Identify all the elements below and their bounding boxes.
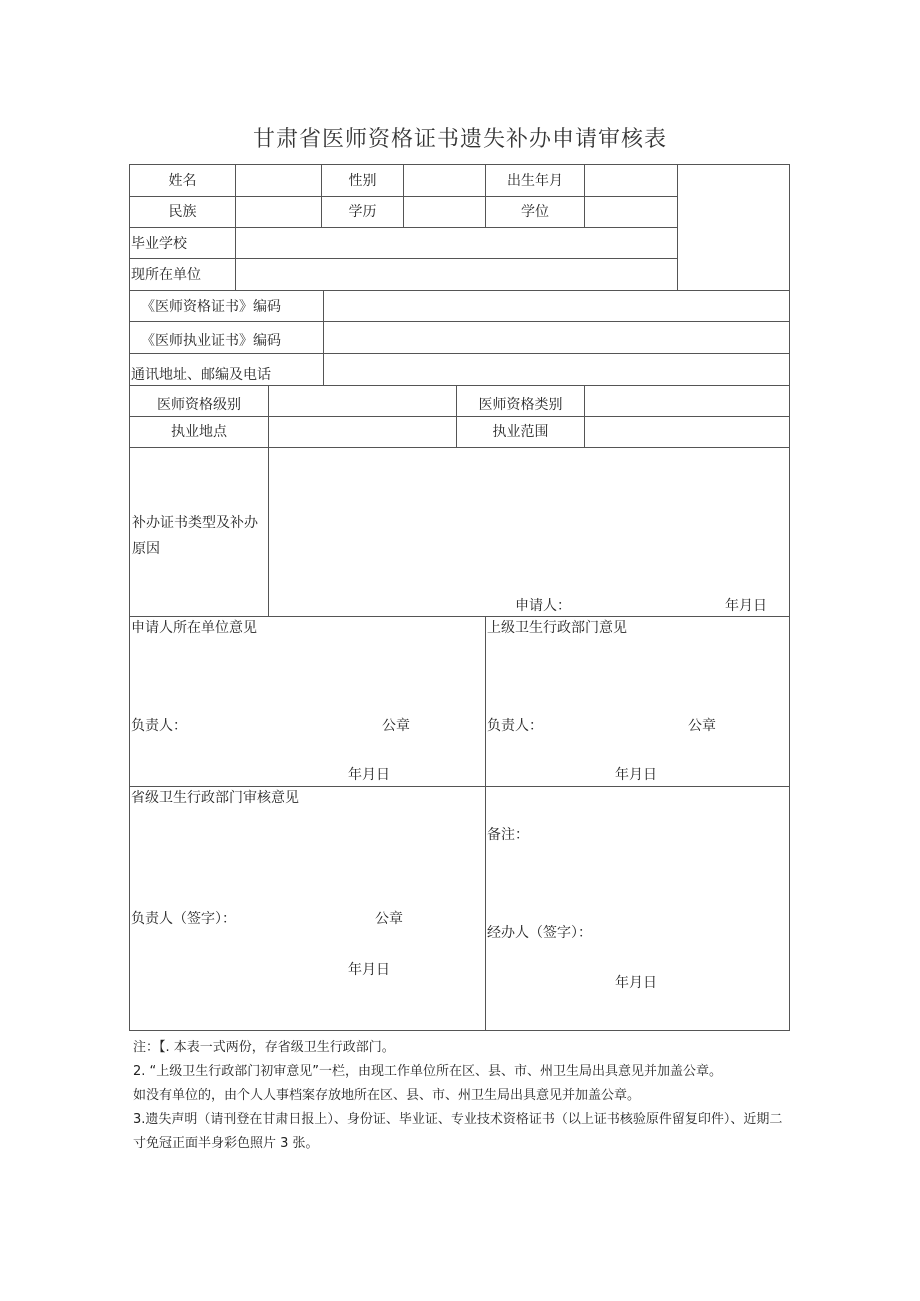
col-line: [268, 385, 269, 616]
superior-opinion-label: 上级卫生行政部门意见: [487, 620, 627, 636]
label-school: 毕业学校: [131, 236, 187, 252]
row-line: [129, 353, 790, 354]
label-workplace: 现所在单位: [131, 267, 201, 283]
col-line: [403, 164, 404, 227]
provincial-leader-sign-label: 负责人（签字）：: [131, 911, 236, 927]
applicant-date: 年月日: [725, 598, 767, 614]
label-prac-place: 执业地点: [171, 424, 227, 440]
superior-leader-label: 负责人：: [487, 718, 543, 734]
provincial-date: 年月日: [348, 962, 390, 978]
label-gender: 性别: [348, 173, 377, 189]
provincial-seal-label: 公章: [375, 911, 403, 927]
row-line: [129, 321, 790, 322]
row-line: [129, 447, 790, 448]
label-prac-scope: 执业范围: [492, 424, 549, 440]
applicant-label: 申请人：: [515, 598, 571, 614]
row-line: [129, 1030, 790, 1031]
row-line: [129, 258, 678, 259]
note-line-4: 3.遗失声明（请刊登在甘肃日报上）、身份证、毕业证、专业技术资格证书（以上证书核验原件留复印件）、近期二寸免冠正面半身彩色照片 3 张。: [133, 1112, 783, 1151]
col-line: [789, 164, 790, 1031]
label-degree: 学位: [521, 204, 549, 220]
row-line: [129, 164, 790, 165]
superior-date: 年月日: [615, 767, 657, 783]
handler-sign-label: 经办人（签字）：: [487, 925, 592, 941]
note-line-2: 2. “上级卫生行政部门初审意见”一栏，由现工作单位所在区、县、市、州卫生局出具意见并加盖公章。: [133, 1064, 723, 1079]
note-line-3: 如没有单位的，由个人人事档案存放地所在区、县、市、州卫生局出具意见并加盖公章。: [133, 1088, 641, 1103]
label-contact: 通讯地址、邮编及电话: [131, 367, 271, 383]
superior-seal-label: 公章: [688, 718, 716, 734]
unit-leader-label: 负责人：: [131, 718, 187, 734]
provincial-opinion-label: 省级卫生行政部门审核意见: [131, 790, 299, 806]
remarks-label: 备注：: [487, 827, 529, 843]
col-line: [235, 164, 236, 290]
unit-date: 年月日: [348, 767, 390, 783]
row-line: [129, 416, 790, 417]
row-line: [129, 786, 790, 787]
label-ethnicity: 民族: [168, 204, 197, 220]
notes: [133, 1036, 793, 1156]
label-qual-cert-no: 《医师资格证书》编码: [141, 299, 281, 315]
row-line: [129, 290, 790, 291]
unit-seal-label: 公章: [382, 718, 410, 734]
label-prac-cert-no: 《医师执业证书》编码: [141, 333, 281, 349]
unit-opinion-label: 申请人所在单位意见: [131, 620, 257, 636]
col-line: [584, 164, 585, 227]
col-line: [323, 290, 324, 385]
col-line: [129, 164, 130, 1031]
label-name: 姓名: [168, 173, 197, 189]
note-line-1: 注：【. 本表一式两份，存省级卫生行政部门。: [133, 1040, 395, 1055]
col-line: [677, 164, 678, 290]
col-line: [584, 385, 585, 447]
label-birth: 出生年月: [507, 173, 563, 189]
page-title: 甘肃省医师资格证书遗失补办申请审核表: [252, 127, 667, 152]
label-reissue-reason: 补办证书类型及补办原因: [132, 515, 258, 557]
row-line: [129, 385, 790, 386]
col-line: [485, 616, 486, 1030]
label-education: 学历: [348, 204, 377, 220]
label-qual-level: 医师资格级别: [157, 397, 241, 413]
label-qual-type: 医师资格类别: [478, 397, 563, 413]
row-line: [129, 227, 678, 228]
remarks-date: 年月日: [615, 975, 657, 991]
row-line: [129, 616, 790, 617]
